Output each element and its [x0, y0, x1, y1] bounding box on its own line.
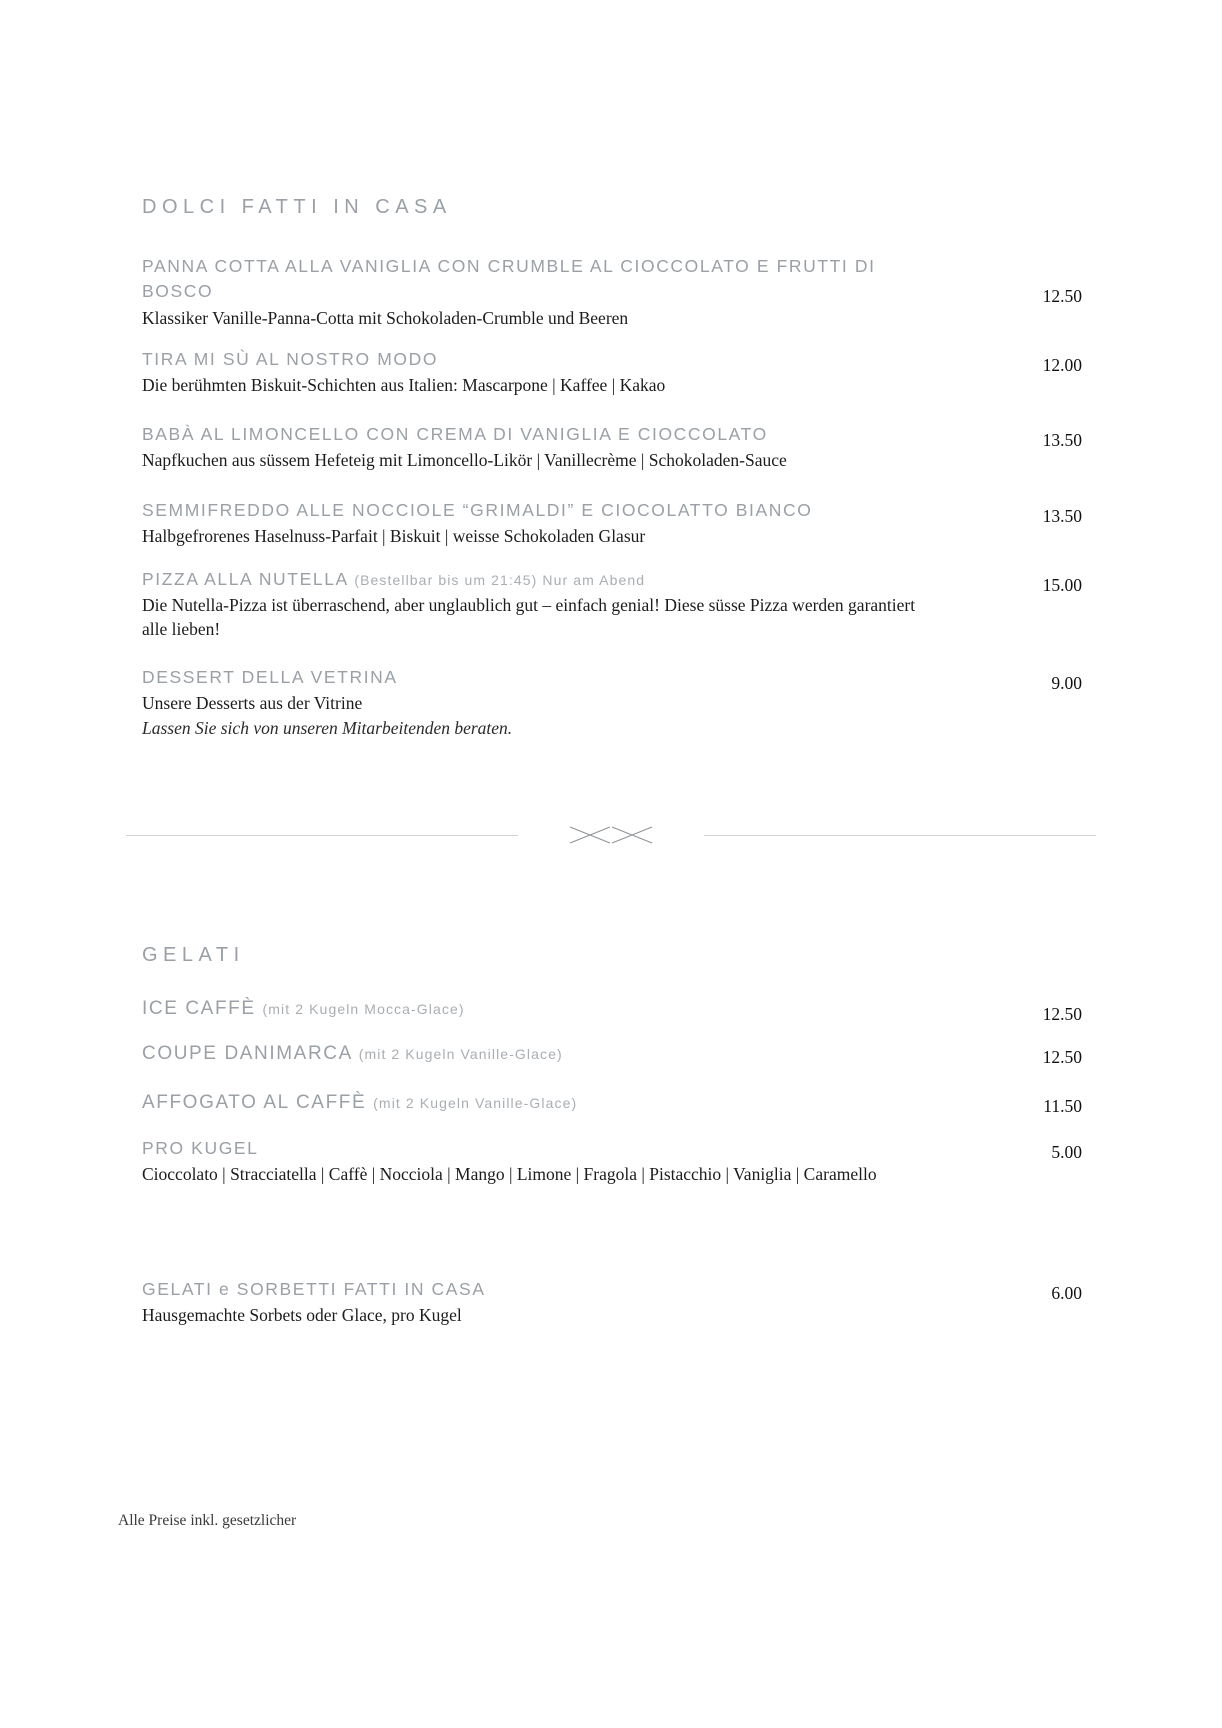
menu-item-name: TIRA MI SÙ AL NOSTRO MODO — [142, 349, 439, 369]
menu-item-description: Napfkuchen aus süssem Hefeteig mit Limoncello-Likör | Vanillecrème | Schokoladen-Sauce — [142, 450, 787, 471]
menu-item-price: 12.00 — [1042, 355, 1082, 375]
menu-item — [142, 1089, 1082, 1117]
menu-item-price: 12.50 — [1042, 1047, 1082, 1067]
menu-item-name-note: (mit 2 Kugeln Vanille-Glace) — [358, 1046, 563, 1062]
menu-item-name: SEMMIFREDDO ALLE NOCCIOLE “GRIMALDI” E CIOCOLATTO BIANCO — [142, 500, 813, 520]
menu-item-name — [142, 567, 902, 592]
menu-item — [142, 1040, 1082, 1068]
menu-item — [142, 995, 1082, 1023]
menu-item-price: 5.00 — [1051, 1142, 1082, 1162]
menu-item — [142, 567, 1082, 641]
menu-item-name — [142, 1040, 902, 1068]
menu-item-name: PANNA COTTA ALLA VANIGLIA CON CRUMBLE AL CIOCCOLATO E FRUTTI DI BOSCO — [142, 256, 876, 302]
menu-item — [142, 347, 1082, 398]
menu-item-price: 15.00 — [1042, 575, 1082, 595]
menu-item-name — [142, 995, 902, 1023]
menu-item-price: 6.00 — [1051, 1283, 1082, 1303]
menu-item — [142, 422, 1082, 473]
section-title-dolci: DOLCI FATTI IN CASA — [142, 196, 452, 218]
menu-item-description: Die Nutella-Pizza ist überraschend, aber unglaublich gut – einfach genial! Diese süsse Pizza werden garantiert alle lieben! — [142, 595, 916, 639]
footer-note: Alle Preise inkl. gesetzlicher — [118, 1512, 297, 1529]
menu-item-description: Klassiker Vanille-Panna-Cotta mit Schokoladen-Crumble und Beeren — [142, 307, 629, 328]
menu-item-description: Unsere Desserts aus der Vitrine — [142, 693, 363, 714]
menu-item-description: Halbgefrorenes Haselnuss-Parfait | Biskuit | weisse Schokoladen Glasur — [142, 526, 646, 547]
menu-item-price: 11.50 — [1043, 1096, 1082, 1116]
menu-item-name: GELATI e SORBETTI FATTI IN CASA — [142, 1279, 486, 1299]
menu-item-price: 12.50 — [1042, 286, 1082, 306]
menu-item — [142, 665, 1082, 739]
menu-item-name-text: ICE CAFFÈ — [142, 998, 256, 1019]
menu-item — [142, 1136, 1082, 1187]
menu-item-name: BABÀ AL LIMONCELLO CON CREMA DI VANIGLIA E CIOCCOLATO — [142, 424, 768, 444]
menu-item — [142, 1277, 1082, 1328]
menu-item-name-note: (mit 2 Kugeln Mocca-Glace) — [262, 1001, 465, 1017]
menu-item-description: Die berühmten Biskuit-Schichten aus Italien: Mascarpone | Kaffee | Kakao — [142, 375, 666, 396]
menu-item-price: 9.00 — [1051, 673, 1082, 693]
menu-item — [142, 254, 1082, 330]
menu-item-price: 13.50 — [1042, 430, 1082, 450]
menu-item-description: Cioccolato | Stracciatella | Caffè | Nocciola | Mango | Limone | Fragola | Pistacchio | Vaniglia | Caramello — [142, 1164, 877, 1185]
menu-item-name-text: AFFOGATO AL CAFFÈ — [142, 1092, 367, 1113]
section-divider — [126, 822, 1096, 848]
double-x-ornament-icon — [566, 822, 656, 853]
menu-item-name — [142, 1089, 902, 1117]
section-title-gelati: GELATI — [142, 944, 245, 966]
menu-item-description: Hausgemachte Sorbets oder Glace, pro Kugel — [142, 1305, 462, 1326]
menu-item-name-note: (mit 2 Kugeln Vanille-Glace) — [373, 1095, 578, 1111]
menu-item — [142, 498, 1082, 549]
divider-line-right — [704, 835, 1096, 836]
menu-item-name-text: COUPE DANIMARCA — [142, 1043, 352, 1064]
menu-item-name-note: (Bestellbar bis um 21:45) Nur am Abend — [354, 572, 646, 588]
divider-line-left — [126, 835, 518, 836]
menu-item-name: DESSERT DELLA VETRINA — [142, 667, 398, 687]
menu-item-price: 13.50 — [1042, 506, 1082, 526]
menu-item-name-text: PIZZA ALLA NUTELLA — [142, 569, 348, 589]
menu-item-note: Lassen Sie sich von unseren Mitarbeitenden beraten. — [142, 717, 513, 738]
menu-item-name: PRO KUGEL — [142, 1138, 259, 1158]
menu-item-price: 12.50 — [1042, 1004, 1082, 1024]
